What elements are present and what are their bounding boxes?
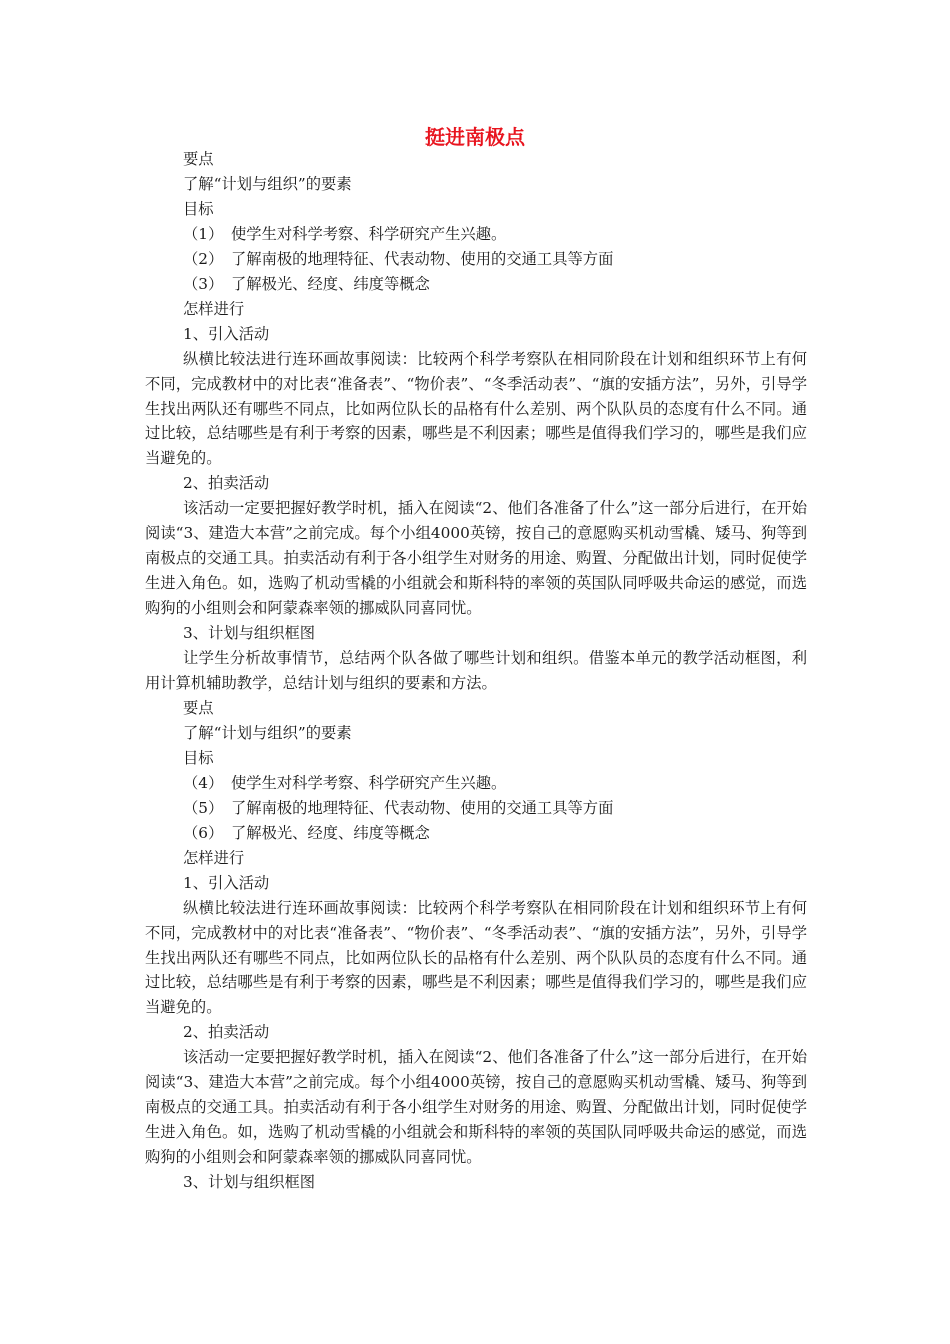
body-line: 2、拍卖活动: [183, 474, 270, 493]
body-paragraph: 纵横比较法进行连环画故事阅读：比较两个科学考察队在相同阶段在计划和组织环节上有何不同，完成教材中的对比表“准备表”、“物价表”、“冬季活动表”、“旗的安插方法”，另外，引导学生找出两队还有哪些不同点，比如两位队长的品格有什么差别、两个队队员的态度有什么不同。通过比较，总结哪些是有利于考察的因素，哪些是不利因素；哪些是值得我们学习的，哪些是我们应当避免的。: [145, 349, 807, 468]
body-line: （2） 了解南极的地理特征、代表动物、使用的交通工具等方面: [183, 249, 614, 268]
body-paragraph: 让学生分析故事情节，总结两个队各做了哪些计划和组织。借鉴本单元的教学活动框图，利用计算机辅助教学，总结计划与组织的要素和方法。: [145, 649, 807, 693]
body-line: 了解“计划与组织”的要素: [183, 174, 352, 193]
body-line: 2、拍卖活动: [183, 1023, 270, 1042]
body-line: 怎样进行: [183, 299, 245, 318]
document-title: 挺进南极点: [425, 125, 525, 149]
body-line: 目标: [183, 199, 214, 218]
body-paragraph: 该活动一定要把握好教学时机，插入在阅读“2、他们各准备了什么”这一部分后进行，在开始阅读“3、建造大本营”之前完成。每个小组4000英镑，按自己的意愿购买机动雪橇、矮马、狗等到南极点的交通工具。拍卖活动有利于各小组学生对财务的用途、购置、分配做出计划，同时促使学生进入角色。如，选购了机动雪橇的小组就会和斯科特的率领的英国队同呼吸共命运的感觉，而选购狗的小组则会和阿蒙森率领的挪威队同喜同忧。: [145, 499, 807, 618]
body-line: （6） 了解极光、经度、纬度等概念: [183, 823, 430, 842]
body-line: 怎样进行: [183, 848, 245, 867]
body-line: （4） 使学生对科学考察、科学研究产生兴趣。: [183, 773, 507, 792]
body-line: （1） 使学生对科学考察、科学研究产生兴趣。: [183, 224, 507, 243]
body-paragraph: 该活动一定要把握好教学时机，插入在阅读“2、他们各准备了什么”这一部分后进行，在开始阅读“3、建造大本营”之前完成。每个小组4000英镑，按自己的意愿购买机动雪橇、矮马、狗等到南极点的交通工具。拍卖活动有利于各小组学生对财务的用途、购置、分配做出计划，同时促使学生进入角色。如，选购了机动雪橇的小组就会和斯科特的率领的英国队同呼吸共命运的感觉，而选购狗的小组则会和阿蒙森率领的挪威队同喜同忧。: [145, 1048, 807, 1167]
body-line: 3、计划与组织框图: [183, 1173, 316, 1192]
body-line: 要点: [183, 698, 214, 717]
body-line: （5） 了解南极的地理特征、代表动物、使用的交通工具等方面: [183, 798, 614, 817]
document-body: [145, 147, 807, 1195]
body-paragraph: 纵横比较法进行连环画故事阅读：比较两个科学考察队在相同阶段在计划和组织环节上有何不同，完成教材中的对比表“准备表”、“物价表”、“冬季活动表”、“旗的安插方法”，另外，引导学生找出两队还有哪些不同点，比如两位队长的品格有什么差别、两个队队员的态度有什么不同。通过比较，总结哪些是有利于考察的因素，哪些是不利因素；哪些是值得我们学习的，哪些是我们应当避免的。: [145, 898, 807, 1017]
body-line: 3、计划与组织框图: [183, 624, 316, 643]
body-line: 目标: [183, 748, 214, 767]
body-line: 了解“计划与组织”的要素: [183, 723, 352, 742]
body-line: 要点: [183, 150, 214, 168]
body-line: 1、引入活动: [183, 324, 270, 343]
body-line: 1、引入活动: [183, 873, 270, 892]
body-line: （3） 了解极光、经度、纬度等概念: [183, 274, 430, 293]
